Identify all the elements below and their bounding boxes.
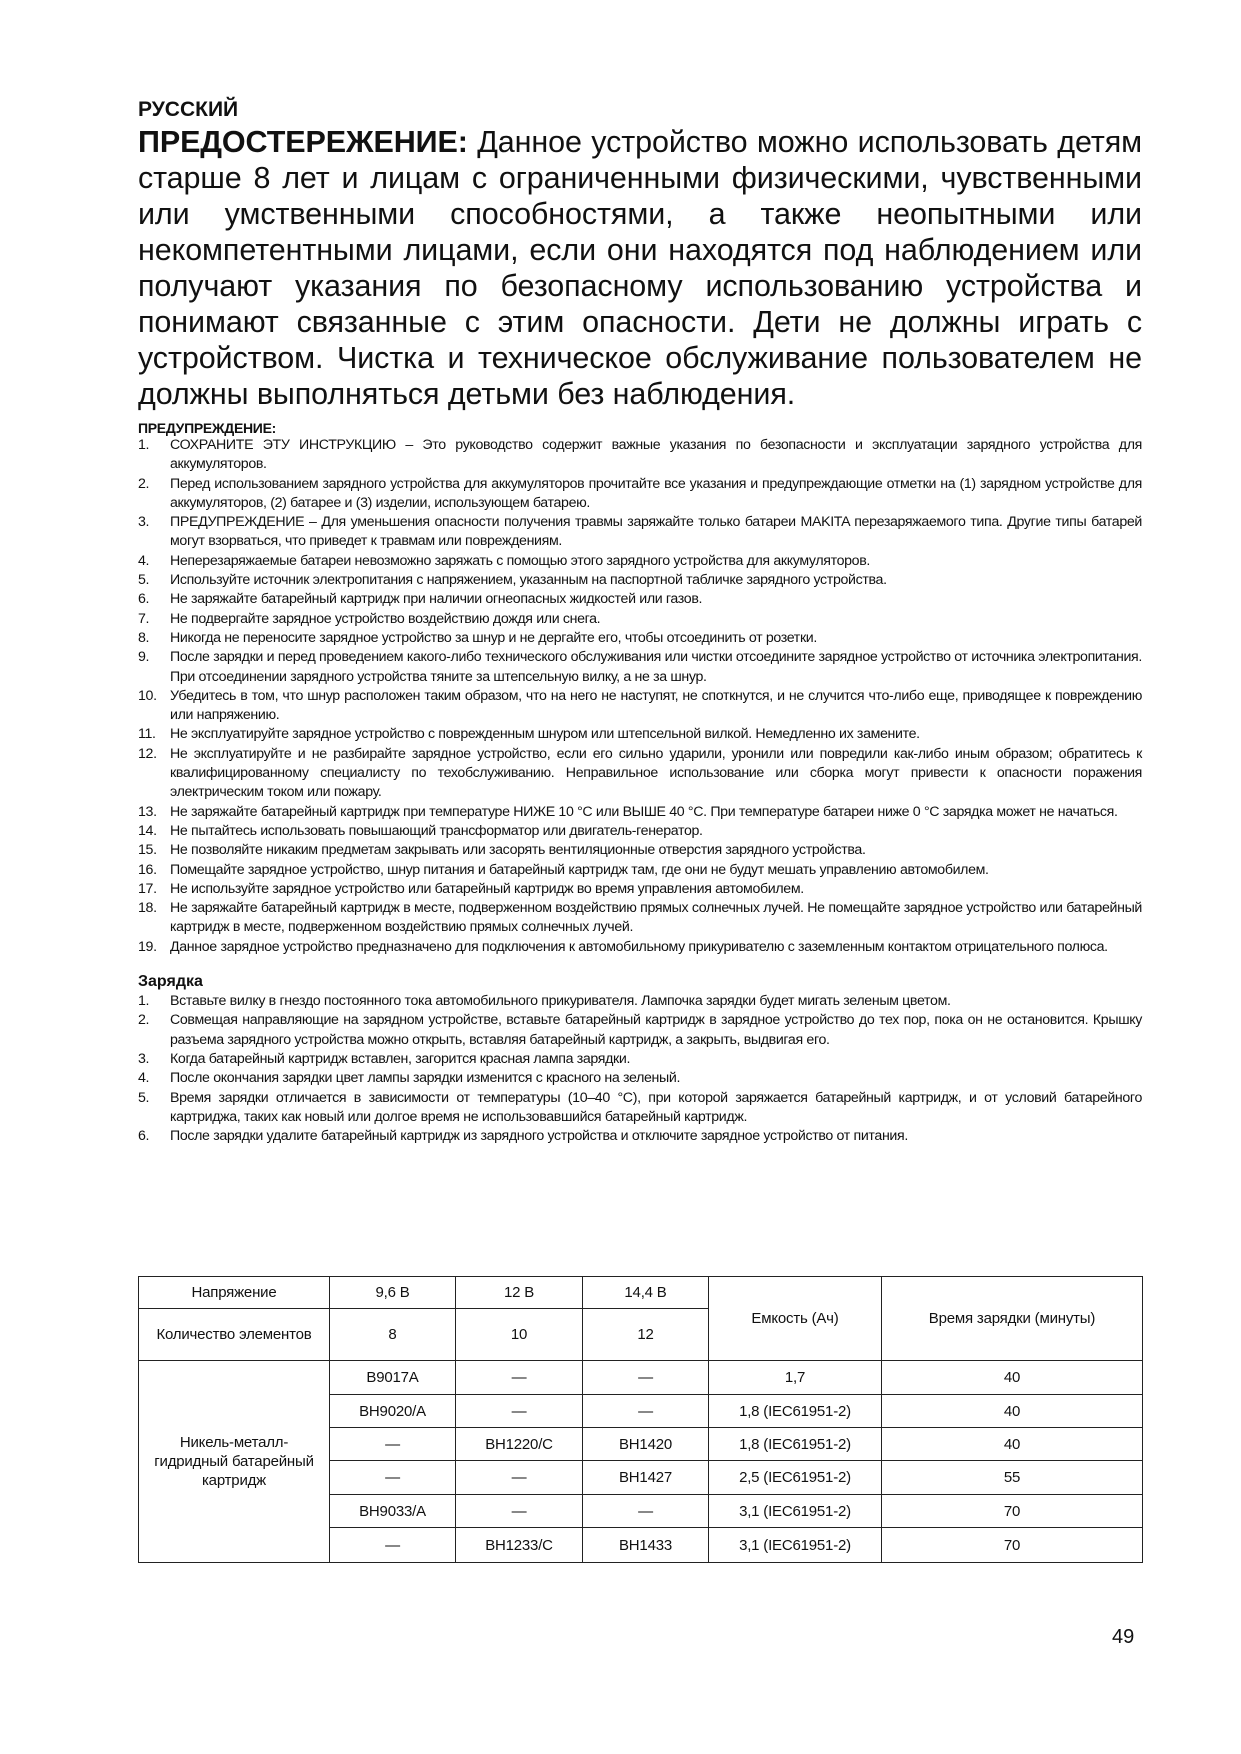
- item-number: 4.: [138, 552, 150, 569]
- table-cell: 70: [882, 1495, 1143, 1528]
- table-cell: —: [330, 1428, 456, 1461]
- item-number: 7.: [138, 610, 150, 627]
- item-number: 2.: [138, 1012, 150, 1029]
- warnings-list: [138, 436, 1142, 957]
- list-item: [138, 1089, 1142, 1128]
- item-number: 19.: [138, 938, 157, 955]
- item-number: 12.: [138, 745, 157, 762]
- list-item: [138, 552, 1142, 571]
- item-number: 1.: [138, 993, 150, 1010]
- item-number: 5.: [138, 1089, 150, 1106]
- item-number: 3.: [138, 514, 150, 531]
- list-item: [138, 938, 1142, 957]
- list-item: [138, 725, 1142, 744]
- table-cell: 70: [882, 1528, 1143, 1563]
- item-number: 3.: [138, 1050, 150, 1067]
- list-item: [138, 590, 1142, 609]
- item-text: Не позволяйте никаким предметам закрывать или засорять вентиляционные отверстия зарядного устройства.: [170, 842, 866, 859]
- table-cell: 3,1 (IEC61951-2): [709, 1495, 882, 1528]
- list-item: [138, 436, 1142, 475]
- list-item: [138, 687, 1142, 726]
- list-item: [138, 1011, 1142, 1050]
- item-text: Не эксплуатируйте зарядное устройство с поврежденным шнуром или штепсельной вилкой. Немедленно их замените.: [170, 726, 920, 743]
- table-cell: —: [456, 1461, 583, 1495]
- table-cell: BH1233/C: [456, 1528, 583, 1563]
- item-text: Когда батарейный картридж вставлен, загорится красная лампа зарядки.: [170, 1050, 631, 1067]
- item-text: Вставьте вилку в гнездо постоянного тока автомобильного прикуривателя. Лампочка зарядки будет мигать зеленым цветом.: [170, 993, 951, 1010]
- table-cell: 1,7: [709, 1361, 882, 1395]
- item-text: Не эксплуатируйте и не разбирайте зарядное устройство, если его сильно ударили, уронили или повредили как-либо иным образом; обратитесь к квалифицированному специалисту по техобслуживанию. Неправильное использование или сборка могут привести к опасности поражения электрическим током или пожару.: [170, 745, 1142, 801]
- list-item: [138, 803, 1142, 822]
- list-item: [138, 1127, 1142, 1146]
- table-cell: —: [456, 1361, 583, 1395]
- item-number: 4.: [138, 1070, 150, 1087]
- item-text: Не пытайтесь использовать повышающий трансформатор или двигатель-генератор.: [170, 822, 703, 839]
- item-text: Время зарядки отличается в зависимости от температуры (10–40 °C), при которой заряжается батарейный картридж, и от условий батарейного картриджа, таких как новый или долгое время не использовавшийся батарейный картридж.: [170, 1089, 1142, 1125]
- item-number: 8.: [138, 629, 150, 646]
- item-text: Никогда не переносите зарядное устройство за шнур и не дергайте его, чтобы отсоединить от розетки.: [170, 629, 817, 646]
- cells-cell: 10: [456, 1309, 583, 1361]
- table-cell: —: [330, 1528, 456, 1563]
- item-number: 6.: [138, 1128, 150, 1145]
- voltage-label: Напряжение: [139, 1277, 330, 1309]
- table-cell: 40: [882, 1361, 1143, 1395]
- charging-heading: Зарядка: [138, 973, 203, 991]
- item-text: Не заряжайте батарейный картридж при наличии огнеопасных жидкостей или газов.: [170, 591, 703, 608]
- voltage-cell: 14,4 В: [583, 1277, 709, 1309]
- table-cell: B9017A: [330, 1361, 456, 1395]
- charging-time-table: [138, 1276, 1143, 1563]
- list-item: [138, 475, 1142, 514]
- list-item: [138, 1069, 1142, 1088]
- table-cell: 40: [882, 1428, 1143, 1461]
- item-text: Данное зарядное устройство предназначено для подключения к автомобильному прикуривателю с заземленным контактом отрицательного полюса.: [170, 938, 1108, 955]
- table-row: [139, 1361, 1143, 1395]
- item-number: 16.: [138, 861, 157, 878]
- voltage-cell: 12 В: [456, 1277, 583, 1309]
- list-item: [138, 610, 1142, 629]
- item-text: СОХРАНИТЕ ЭТУ ИНСТРУКЦИЮ – Это руководство содержит важные указания по безопасности и эксплуатации зарядного устройства для аккумуляторов.: [170, 437, 1142, 473]
- item-text: После зарядки удалите батарейный картридж из зарядного устройства и отключите зарядное устройство от питания.: [170, 1128, 908, 1145]
- table-cell: 2,5 (IEC61951-2): [709, 1461, 882, 1495]
- item-text: ПРЕДУПРЕЖДЕНИЕ – Для уменьшения опасности получения травмы заряжайте только батареи MAKITA перезаряжаемого типа. Другие типы батарей могут взорваться, что приведет к травмам или повреждениям.: [170, 514, 1142, 550]
- item-text: Убедитесь в том, что шнур расположен таким образом, что на него не наступят, не споткнутся, и не случится что-либо еще, приводящее к повреждению или напряжению.: [170, 687, 1142, 724]
- warnings-heading: ПРЕДУПРЕЖДЕНИЕ:: [138, 420, 276, 436]
- caution-label: ПРЕДОСТЕРЕЖЕНИЕ:: [138, 125, 468, 159]
- list-item: [138, 629, 1142, 648]
- table-cell: BH1220/C: [456, 1428, 583, 1461]
- table-cell: 40: [882, 1395, 1143, 1428]
- table-cell: —: [583, 1361, 709, 1395]
- item-text: Совмещая направляющие на зарядном устройстве, вставьте батарейный картридж в зарядное устройство до тех пор, пока он не остановится. Крышку разъема зарядного устройства можно открыть, вставляя батарейный картридж, а закрыть, выдвигая его.: [170, 1012, 1142, 1048]
- page-number: 49: [1112, 1626, 1135, 1648]
- item-number: 18.: [138, 900, 157, 917]
- item-text: Перед использованием зарядного устройства для аккумуляторов прочитайте все указания и предупреждающие отметки на (1) зарядном устройстве для аккумуляторов, (2) батарее и (3) изделии, использующем батарею.: [170, 475, 1142, 511]
- table-cell: BH1427: [583, 1461, 709, 1495]
- table-cell: 1,8 (IEC61951-2): [709, 1428, 882, 1461]
- item-number: 6.: [138, 591, 150, 608]
- table-cell: BH9020/A: [330, 1395, 456, 1428]
- item-text: После окончания зарядки цвет лампы зарядки изменится с красного на зеленый.: [170, 1070, 681, 1087]
- caution-text: Данное устройство можно использовать детям старше 8 лет и лицам с ограниченными физическими, чувственными или умственными способностями, а также неопытными или некомпетентными лицами, если они находятся под наблюдением или получают указания по безопасному использованию устройства и понимают связанные с этим опасности. Дети не должны играть с устройством. Чистка и техническое обслуживание пользователем не должны выполняться детьми без наблюдения.: [138, 125, 1142, 411]
- item-text: Не подвергайте зарядное устройство воздействию дождя или снега.: [170, 610, 601, 627]
- item-number: 11.: [138, 726, 156, 743]
- list-item: [138, 899, 1142, 938]
- table-cell: 3,1 (IEC61951-2): [709, 1528, 882, 1563]
- item-number: 1.: [138, 437, 150, 453]
- voltage-cell: 9,6 В: [330, 1277, 456, 1309]
- document-body: [138, 98, 1142, 1146]
- list-item: [138, 513, 1142, 552]
- list-item: [138, 841, 1142, 860]
- table-cell: —: [456, 1495, 583, 1528]
- list-item: [138, 1050, 1142, 1069]
- item-text: Не используйте зарядное устройство или батарейный картридж во время управления автомобилем.: [170, 880, 804, 897]
- list-item: [138, 880, 1142, 899]
- cells-cell: 12: [583, 1309, 709, 1361]
- item-number: 9.: [138, 649, 150, 666]
- item-text: Помещайте зарядное устройство, шнур питания и батарейный картридж там, где они не будут мешать управлению автомобилем.: [170, 861, 989, 878]
- language-heading: РУССКИЙ: [138, 98, 239, 121]
- item-number: 14.: [138, 822, 157, 839]
- item-number: 15.: [138, 842, 157, 859]
- item-text: После зарядки и перед проведением какого-либо технического обслуживания или чистки отсоедините зарядное устройство от источника электропитания. При отсоединении зарядного устройства тяните за штепсельную вилку, а не за шнур.: [170, 649, 1142, 685]
- caution-paragraph: [138, 124, 1142, 412]
- list-item: [138, 648, 1142, 687]
- table-cell: BH9033/A: [330, 1495, 456, 1528]
- table-cell: 55: [882, 1461, 1143, 1495]
- item-number: 5.: [138, 572, 150, 589]
- item-text: Не заряжайте батарейный картридж при температуре НИЖЕ 10 °C или ВЫШЕ 40 °C. При температуре батареи ниже 0 °C зарядка может не начаться.: [170, 803, 1118, 820]
- battery-type-label: Никель-металл-гидридный батарейный картридж: [139, 1361, 330, 1563]
- table-cell: BH1433: [583, 1528, 709, 1563]
- list-item: [138, 861, 1142, 880]
- table-cell: —: [456, 1395, 583, 1428]
- table-cell: 1,8 (IEC61951-2): [709, 1395, 882, 1428]
- table-cell: —: [583, 1395, 709, 1428]
- table-cell: BH1420: [583, 1428, 709, 1461]
- item-number: 2.: [138, 475, 150, 492]
- item-number: 10.: [138, 687, 157, 704]
- list-item: [138, 822, 1142, 841]
- cells-cell: 8: [330, 1309, 456, 1361]
- list-item: [138, 992, 1142, 1011]
- item-number: 13.: [138, 803, 157, 820]
- time-header: Время зарядки (минуты): [882, 1277, 1143, 1361]
- item-text: Не заряжайте батарейный картридж в месте, подверженном воздействию прямых солнечных лучей. Не помещайте зарядное устройство или батарейный картридж в месте, подверженном воздействию прямых солнечных лучей.: [170, 900, 1142, 936]
- item-text: Используйте источник электропитания с напряжением, указанным на паспортной табличке зарядного устройства.: [170, 572, 887, 589]
- list-item: [138, 571, 1142, 590]
- capacity-header: Емкость (Ач): [709, 1277, 882, 1361]
- item-number: 17.: [138, 880, 157, 897]
- table-cell: —: [330, 1461, 456, 1495]
- list-item: [138, 745, 1142, 803]
- item-text: Неперезаряжаемые батареи невозможно заряжать с помощью этого зарядного устройства для аккумуляторов.: [170, 552, 871, 569]
- charging-list: [138, 992, 1142, 1146]
- cells-label: Количество элементов: [139, 1309, 330, 1361]
- table-cell: —: [583, 1495, 709, 1528]
